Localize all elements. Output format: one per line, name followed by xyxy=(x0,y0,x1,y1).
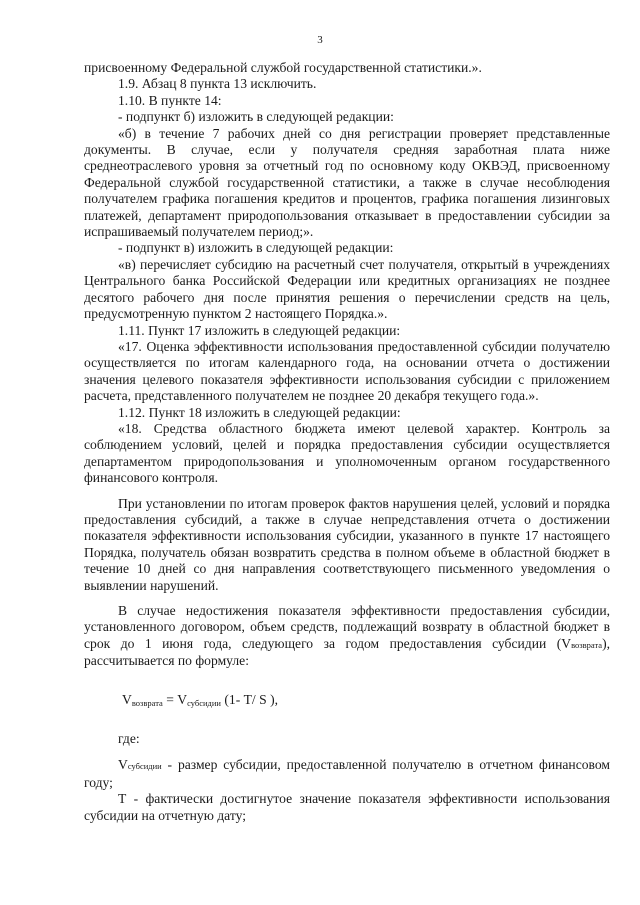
definition-text: - размер субсидии, предоставленной получателю в отчетном финансовом году; xyxy=(84,757,610,790)
definition xyxy=(84,757,610,791)
paragraph: 1.11. Пункт 17 изложить в следующей редакции: xyxy=(118,322,401,338)
paragraph: При установлении по итогам проверок фактов нарушения целей, условий и порядка предоставления субсидий, а также в случае непредставления отчета о достижении показателя эффективности использования субсидии, указанного в пункте 17 настоящего Порядка, получатель обязан возвратить средства в полном объеме в областной бюджет в течение 10 дней со дня направления соответствующего письменного уведомления о выявлении нарушений. xyxy=(84,495,610,593)
paragraph: - подпункт б) изложить в следующей редакции: xyxy=(118,109,394,125)
variable: V xyxy=(118,757,128,773)
variable: V xyxy=(561,635,572,651)
formula-variable: V xyxy=(122,691,132,707)
formula-variable: V xyxy=(177,691,188,707)
paragraph: «17. Оценка эффективности использования предоставленной субсидии получателю осуществляется по итогам календарного года, на основании отчета о достижении значения целевого показателя эффективности использования субсидии с приложением расчета, представленного получателем не позднее 20 декабря текущего года.». xyxy=(84,338,610,404)
paragraph: 1.9. Абзац 8 пункта 13 исключить. xyxy=(118,76,317,92)
page-number: 3 xyxy=(317,34,323,46)
definition: Т - фактически достигнутое значение показателя эффективности использования субсидии на отчетную дату; xyxy=(84,791,610,823)
formula xyxy=(122,692,610,711)
variable-subscript: субсидии xyxy=(127,761,162,772)
document-body xyxy=(84,60,610,824)
paragraph-text: В случае недостижения показателя эффективности предоставления субсидии, установленного договором, объем средств, подлежащий возврату в областной бюджет в срок до 1 июня года, следующего за годом предоставления субсидии ( xyxy=(84,603,610,651)
where-label: где: xyxy=(118,731,140,747)
formula-subscript: возврата xyxy=(131,697,163,708)
formula-subscript: субсидии xyxy=(187,697,221,708)
paragraph: «18. Средства областного бюджета имеют целевой характер. Контроль за соблюдением условий, целей и порядка предоставления субсидии осуществляется департаментом природопользования и уполномоченным органом государственного финансового контроля. xyxy=(84,420,610,486)
paragraph-text: ), рассчитывается по формуле: xyxy=(84,635,610,669)
paragraph: - подпункт в) изложить в следующей редакции: xyxy=(118,240,394,256)
paragraph: «в) перечисляет субсидию на расчетный счет получателя, открытый в учреждениях Центрального банка Российской Федерации или кредитных организациях не позднее десятого рабочего дня после принятия решения о перечислении средств на цель, предусмотренную пунктом 2 настоящего Порядка.». xyxy=(84,256,610,322)
formula-equals: = xyxy=(162,691,178,707)
formula-rest: (1- T/ S ), xyxy=(220,691,278,707)
paragraph: 1.12. Пункт 18 изложить в следующей редакции: xyxy=(118,404,401,420)
paragraph: присвоенному Федеральной службой государственной статистики.». xyxy=(84,60,482,75)
paragraph: «б) в течение 7 рабочих дней со дня регистрации проверяет представленные документы. В случае, если у получателя средняя заработная плата ниже среднеотраслевого уровня за отчетный год по основному коду ОКВЭД, присвоенному Федеральной службой государственной статистики, а также в случае несоблюдения получателем графика погашения кредитов и процентов, графика погашения лизинговых платежей, департамент природопользования отказывает в предоставлении субсидии за испрашиваемый получателем период;». xyxy=(84,125,610,240)
variable-subscript: возврата xyxy=(571,639,603,650)
paragraph-formula-intro xyxy=(84,603,610,670)
paragraph: 1.10. В пункте 14: xyxy=(118,92,222,108)
